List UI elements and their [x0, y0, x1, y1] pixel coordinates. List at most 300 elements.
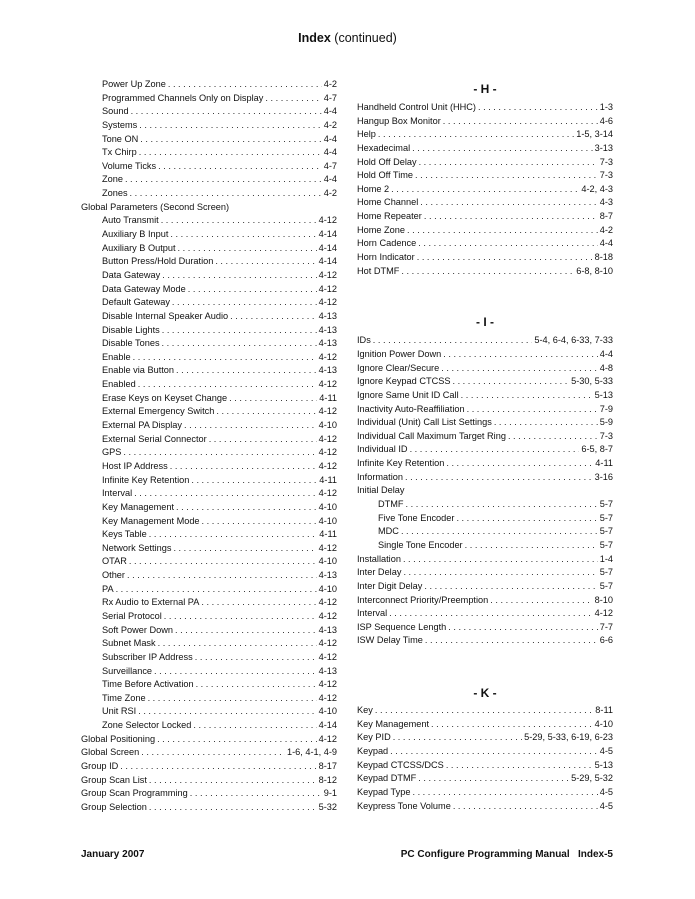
index-entry-page: 8-12 — [318, 774, 337, 785]
index-entry-label: Surveillance — [102, 665, 153, 676]
leader-dots — [176, 501, 317, 515]
leader-dots — [158, 637, 317, 651]
index-entry-label: Default Gateway — [102, 297, 170, 308]
index-entry — [357, 786, 613, 800]
leader-dots — [229, 392, 317, 406]
index-entry-page: 4-7 — [323, 92, 337, 103]
leader-dots — [407, 224, 598, 238]
index-entry — [357, 265, 613, 279]
leader-dots — [123, 446, 316, 460]
leader-dots — [175, 624, 317, 638]
leader-dots — [412, 786, 597, 800]
index-entry-page: 4-14 — [318, 229, 337, 240]
leader-dots — [419, 156, 598, 170]
index-entry-page: 1-3 — [599, 102, 613, 112]
index-entry-page: 4-12 — [594, 608, 613, 619]
index-entry — [357, 772, 613, 786]
index-entry-page: 8-11 — [595, 705, 613, 716]
index-entry-page: 1-6, 4-1, 4-9 — [286, 747, 337, 758]
index-entry — [81, 283, 337, 297]
index-entry — [81, 187, 337, 201]
index-entry-page: 4-11 — [319, 529, 337, 540]
index-entry-page: 4-13 — [318, 310, 337, 321]
index-entry-page: 4-12 — [318, 297, 337, 308]
index-entry — [81, 515, 337, 529]
index-entry-label: External Serial Connector — [102, 433, 207, 444]
index-entry — [81, 255, 337, 269]
index-entry-page: 6-8, 8-10 — [576, 265, 613, 276]
index-entry-label: Enable — [102, 351, 131, 362]
index-entry-page: 7-3 — [599, 430, 613, 441]
section-i-entries — [357, 334, 613, 648]
index-entry-page: 6-5, 8-7 — [581, 444, 613, 455]
index-entry-page: 4-10 — [318, 515, 337, 526]
index-entry-label: Interval — [102, 488, 133, 499]
index-entry-label: Time Zone — [102, 692, 146, 703]
index-entry-label: Installation — [357, 553, 401, 564]
index-entry-label: Keypad DTMF — [357, 773, 417, 784]
index-entry-label: Infinite Key Retention — [102, 474, 190, 485]
index-entry — [81, 569, 337, 583]
index-entry-label: Host IP Address — [102, 460, 168, 471]
index-entry-label: Ignore Same Unit ID Call — [357, 389, 459, 400]
leader-dots — [405, 471, 593, 485]
index-entry-label: Systems — [102, 119, 138, 130]
index-entry — [81, 610, 337, 624]
index-entry — [357, 362, 613, 376]
index-entry — [357, 101, 613, 115]
leader-dots — [127, 569, 317, 583]
index-entry-page: 4-12 — [318, 597, 337, 608]
index-entry — [357, 525, 613, 539]
leader-dots — [415, 169, 598, 183]
index-entry-page: 4-12 — [318, 215, 337, 226]
index-entry-label: Keypress Tone Volume — [357, 800, 451, 811]
leader-dots — [378, 128, 574, 142]
footer-date: January 2007 — [81, 849, 145, 860]
leader-dots — [148, 692, 317, 706]
index-entry-page: 4-12 — [318, 447, 337, 458]
leader-dots — [467, 403, 598, 417]
index-entry — [357, 403, 613, 417]
index-entry — [81, 665, 337, 679]
index-entry — [81, 419, 337, 433]
index-entry — [357, 471, 613, 485]
index-entry-label: Inter Digit Delay — [357, 580, 423, 591]
leader-dots — [116, 583, 317, 597]
index-entry — [357, 224, 613, 238]
index-entry-page: 4-8 — [599, 362, 613, 373]
leader-dots — [209, 433, 317, 447]
leader-dots — [401, 265, 574, 279]
index-entry-label: Home Zone — [357, 224, 406, 235]
index-entry-page: 8-17 — [318, 761, 337, 772]
index-entry — [357, 196, 613, 210]
index-entry — [357, 156, 613, 170]
index-entry-label: Hot DTMF — [357, 265, 400, 276]
leader-dots — [164, 610, 317, 624]
index-entry — [81, 146, 337, 160]
leader-dots — [193, 719, 316, 733]
index-entry — [81, 228, 337, 242]
leader-dots — [424, 210, 598, 224]
leader-dots — [494, 416, 598, 430]
index-entry — [357, 580, 613, 594]
leader-dots — [162, 324, 317, 338]
leader-dots — [149, 528, 318, 542]
leader-dots — [140, 133, 321, 147]
index-entry — [357, 484, 613, 498]
index-entry-page: 5-7 — [599, 539, 613, 550]
leader-dots — [465, 539, 598, 553]
index-entry-label: Data Gateway Mode — [102, 283, 186, 294]
index-entry — [357, 457, 613, 471]
index-entry — [81, 269, 337, 283]
index-entry — [357, 498, 613, 512]
index-entry — [81, 337, 337, 351]
leader-dots — [130, 187, 322, 201]
index-entry-label: Zone Selector Locked — [102, 720, 192, 731]
index-entry-page: 4-12 — [318, 488, 337, 499]
leader-dots — [138, 705, 316, 719]
index-entry — [81, 774, 337, 788]
index-entry — [357, 566, 613, 580]
index-entry-page: 4-13 — [318, 365, 337, 376]
index-entry — [81, 392, 337, 406]
index-entry-page: 4-10 — [318, 583, 337, 594]
index-entry — [81, 173, 337, 187]
index-entry-page: 5-7 — [599, 567, 613, 578]
index-entry-label: Sound — [102, 106, 129, 117]
index-entry — [81, 542, 337, 556]
index-entry-label: Hangup Box Monitor — [357, 115, 441, 126]
index-entry-label: Individual ID — [357, 444, 408, 455]
index-entry-label: Initial Delay — [357, 485, 405, 496]
index-entry-label: Rx Audio to External PA — [102, 597, 200, 608]
leader-dots — [420, 196, 597, 210]
index-entry — [357, 237, 613, 251]
leader-dots — [446, 457, 593, 471]
index-entry-label: Auto Transmit — [102, 215, 159, 226]
index-entry — [81, 705, 337, 719]
index-entry-page: 4-13 — [318, 665, 337, 676]
index-entry-label: Group ID — [81, 761, 119, 772]
leader-dots — [131, 105, 322, 119]
index-entry-label: Volume Ticks — [102, 160, 157, 171]
index-entry-page: 4-4 — [599, 348, 613, 359]
index-entry-label: Home Channel — [357, 197, 419, 208]
leader-dots — [391, 183, 579, 197]
index-entry-label: Subnet Mask — [102, 638, 156, 649]
index-entry-label: Disable Lights — [102, 324, 160, 335]
section-heading-h: - H - — [473, 82, 497, 96]
leader-dots — [154, 665, 317, 679]
leader-dots — [431, 718, 593, 732]
section-heading-k: - K - — [473, 686, 497, 701]
index-entry — [81, 555, 337, 569]
leader-dots — [170, 460, 317, 474]
leader-dots — [120, 760, 316, 774]
index-entry-label: Keypad — [357, 745, 389, 756]
index-entry-page: 4-14 — [318, 720, 337, 731]
index-entry — [357, 430, 613, 444]
index-entry-page: 9-1 — [323, 788, 337, 799]
leader-dots — [158, 160, 322, 174]
index-entry-label: PA — [102, 583, 114, 594]
index-entry-label: Infinite Key Retention — [357, 458, 445, 469]
index-entry — [81, 92, 337, 106]
section-heading-i: - I - — [476, 315, 494, 330]
index-entry — [81, 678, 337, 692]
index-entry-label: Zones — [102, 188, 128, 199]
index-entry-page: 5-7 — [599, 526, 613, 537]
index-entry-page: 5-30, 5-33 — [571, 376, 613, 387]
index-entry-label: Group Selection — [81, 801, 147, 812]
index-entry — [81, 719, 337, 733]
index-entry-page: 5-29, 5-32 — [571, 773, 613, 784]
index-entry-label: Zone — [102, 174, 123, 185]
leader-dots — [441, 362, 597, 376]
index-entry-page: 4-12 — [318, 542, 337, 553]
index-entry-page: 4-2 — [323, 119, 337, 130]
index-entry-label: Auxiliary B Input — [102, 229, 169, 240]
index-entry-page: 4-12 — [318, 692, 337, 703]
index-entry-page: 5-9 — [599, 417, 613, 428]
index-entry-label: Single Tone Encoder — [378, 539, 463, 550]
index-entry-page: 3-13 — [594, 142, 613, 153]
index-entry — [357, 759, 613, 773]
index-entry — [81, 651, 337, 665]
leader-dots — [401, 525, 598, 539]
index-entry-label: Disable Tones — [102, 338, 160, 349]
index-entry — [357, 634, 613, 648]
index-entry-label: Auxiliary B Output — [102, 242, 176, 253]
leader-dots — [161, 214, 317, 228]
index-entry-page: 6-6 — [599, 635, 613, 646]
index-entry — [81, 296, 337, 310]
index-entry-page: 4-5 — [599, 786, 613, 797]
index-entry-label: Help — [357, 129, 376, 140]
leader-dots — [478, 101, 598, 115]
index-entry — [357, 115, 613, 129]
index-entry-label: Tone ON — [102, 133, 139, 144]
index-entry-label: Button Press/Hold Duration — [102, 256, 214, 267]
index-entry — [81, 351, 337, 365]
index-entry-page: 4-5 — [599, 745, 613, 756]
index-entry-page: 5-13 — [594, 759, 613, 770]
index-entry-page: 4-10 — [318, 501, 337, 512]
leader-dots — [453, 800, 598, 814]
index-entry-page: 4-13 — [318, 624, 337, 635]
section-h-entries — [357, 101, 613, 278]
leader-dots — [168, 78, 322, 92]
index-entry-label: Global Positioning — [81, 733, 156, 744]
index-entry-page: 4-12 — [318, 433, 337, 444]
index-entry — [81, 446, 337, 460]
index-entry — [81, 405, 337, 419]
index-entry-label: Inactivity Auto-Reaffiliation — [357, 403, 465, 414]
index-entry — [357, 210, 613, 224]
index-entry-label: Keys Table — [102, 529, 147, 540]
leader-dots — [446, 759, 593, 773]
index-entry-page: 5-4, 6-4, 6-33, 7-33 — [534, 335, 613, 346]
index-entry-page: 4-7 — [323, 160, 337, 171]
leader-dots — [184, 419, 317, 433]
index-entry-page: 4-13 — [318, 324, 337, 335]
leader-dots — [375, 704, 593, 718]
leader-dots — [162, 269, 316, 283]
index-entry — [81, 460, 337, 474]
index-entry-page: 4-12 — [318, 733, 337, 744]
index-entry-label: Subscriber IP Address — [102, 651, 193, 662]
index-entry-label: Tx Chirp — [102, 147, 137, 158]
leader-dots — [129, 555, 317, 569]
left-column — [81, 78, 337, 815]
index-entry-page: 8-18 — [594, 252, 613, 263]
index-entry-page: 4-12 — [318, 379, 337, 390]
index-entry-page: 5-7 — [599, 580, 613, 591]
index-entry — [81, 637, 337, 651]
index-entry — [357, 416, 613, 430]
index-entry — [357, 594, 613, 608]
leader-dots — [162, 337, 317, 351]
index-entry-label: Time Before Activation — [102, 679, 194, 690]
leader-dots — [134, 487, 316, 501]
index-entry-label: External PA Display — [102, 420, 182, 431]
index-entry-page: 5-32 — [318, 801, 337, 812]
leader-dots — [406, 498, 598, 512]
index-entry-label: Information — [357, 471, 403, 482]
index-entry-label: Unit RSI — [102, 706, 137, 717]
index-entry-label: Key Management Mode — [102, 515, 200, 526]
index-entry-label: Serial Protocol — [102, 610, 162, 621]
index-entry — [81, 364, 337, 378]
index-entry-page: 4-4 — [323, 174, 337, 185]
index-entry-label: Individual (Unit) Call List Settings — [357, 417, 492, 428]
leader-dots — [452, 375, 569, 389]
index-entry-page: 4-12 — [318, 679, 337, 690]
leader-dots — [412, 142, 593, 156]
index-entry — [357, 443, 613, 457]
index-entry — [81, 583, 337, 597]
leader-dots — [201, 596, 316, 610]
index-entry-label: GPS — [102, 447, 122, 458]
index-entry-label: Ignore Clear/Secure — [357, 362, 440, 373]
index-entry — [81, 133, 337, 147]
index-entry-label: Network Settings — [102, 542, 172, 553]
index-entry — [81, 324, 337, 338]
index-entry-label: Key Management — [102, 501, 175, 512]
page-title-rest: (continued) — [330, 31, 397, 45]
index-entry-page: 4-12 — [318, 460, 337, 471]
index-entry-page: 4-11 — [595, 458, 613, 469]
right-column — [357, 78, 613, 813]
leader-dots — [215, 255, 316, 269]
leader-dots — [403, 553, 598, 567]
index-entry — [81, 242, 337, 256]
leader-dots — [443, 348, 597, 362]
index-entry — [81, 528, 337, 542]
leader-dots — [133, 351, 317, 365]
index-entry — [81, 692, 337, 706]
leader-dots — [188, 283, 317, 297]
index-entry-page: 4-12 — [318, 651, 337, 662]
index-entry-page: 8-10 — [594, 594, 613, 605]
index-entry — [357, 539, 613, 553]
index-entry — [357, 169, 613, 183]
index-entry — [357, 621, 613, 635]
index-entry-label: Keypad CTCSS/DCS — [357, 759, 444, 770]
index-entry — [81, 474, 337, 488]
index-entry-label: Horn Cadence — [357, 238, 417, 249]
index-entry-page: 1-5, 3-14 — [576, 129, 613, 140]
index-entry-label: Ignore Keypad CTCSS — [357, 376, 451, 387]
index-entry-page: 5-7 — [599, 512, 613, 523]
leader-dots — [157, 733, 317, 747]
index-entry-label: Erase Keys on Keyset Change — [102, 392, 228, 403]
index-entry-label: Home 2 — [357, 183, 390, 194]
leader-dots — [417, 251, 593, 265]
index-entry-label: Horn Indicator — [357, 252, 415, 263]
index-entry-label: Hold Off Time — [357, 170, 413, 181]
index-entry — [357, 348, 613, 362]
index-entry — [81, 746, 337, 760]
index-entry-label: Soft Power Down — [102, 624, 173, 635]
leader-dots — [170, 228, 316, 242]
index-entry-page: 4-11 — [319, 474, 337, 485]
leader-dots — [443, 115, 598, 129]
index-entry-page: 4-12 — [318, 269, 337, 280]
index-entry-page: 4-4 — [323, 106, 337, 117]
index-entry-page: 4-12 — [318, 406, 337, 417]
index-entry-label: Ignition Power Down — [357, 348, 442, 359]
leader-dots — [139, 146, 322, 160]
leader-dots — [125, 173, 322, 187]
leader-dots — [265, 92, 321, 106]
index-entry — [357, 745, 613, 759]
index-entry-page: 4-11 — [319, 392, 337, 403]
index-entry-page: 8-7 — [599, 211, 613, 222]
index-entry-page: 4-4 — [323, 147, 337, 158]
index-entry-page: 4-12 — [318, 283, 337, 294]
leader-dots — [456, 512, 597, 526]
index-entry-label: Handheld Control Unit (HHC) — [357, 102, 476, 112]
index-entry — [81, 310, 337, 324]
leader-dots — [173, 542, 316, 556]
index-entry — [357, 800, 613, 814]
index-entry — [357, 183, 613, 197]
index-entry-label: Hold Off Delay — [357, 156, 417, 167]
index-entry-page: 4-2, 4-3 — [581, 183, 613, 194]
index-entry-label: ISP Sequence Length — [357, 621, 447, 632]
index-entry-label: Programmed Channels Only on Display — [102, 92, 264, 103]
index-entry-page: 4-4 — [599, 238, 613, 249]
index-entry-page: 4-10 — [318, 556, 337, 567]
index-entry-page: 7-9 — [599, 403, 613, 414]
index-entry-label: Interval — [357, 608, 388, 619]
leader-dots — [196, 678, 317, 692]
leader-dots — [389, 607, 592, 621]
index-entry-page: 4-2 — [323, 188, 337, 199]
leader-dots — [461, 389, 593, 403]
leader-dots — [508, 430, 598, 444]
index-entry — [81, 501, 337, 515]
index-entry-label: Global Screen — [81, 747, 140, 758]
index-entry-page: 4-12 — [318, 351, 337, 362]
index-entry — [357, 731, 613, 745]
index-entry — [357, 142, 613, 156]
index-entry-label: Group Scan List — [81, 774, 147, 785]
